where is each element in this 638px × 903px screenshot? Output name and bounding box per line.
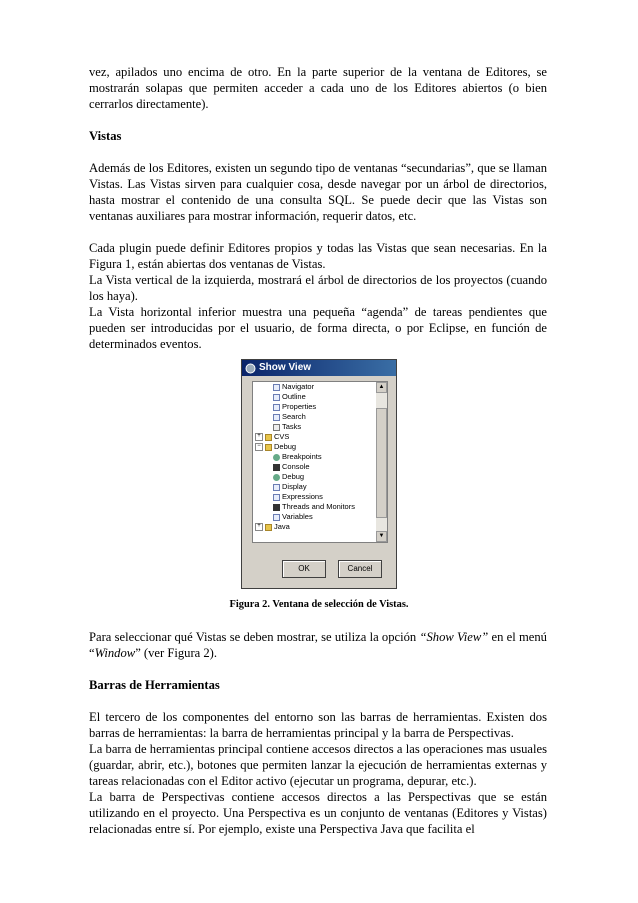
- text-middle: en el menú “: [89, 630, 547, 660]
- document-top: [89, 64, 547, 352]
- tree-item-label: Debug: [274, 442, 297, 451]
- tree-item[interactable]: [253, 442, 377, 452]
- tree-item[interactable]: [253, 502, 377, 512]
- tree-item[interactable]: [253, 522, 377, 532]
- navigator-icon: [273, 384, 280, 391]
- debug-icon: [273, 474, 280, 481]
- tree-item-label: Variables: [282, 512, 313, 521]
- properties-icon: [273, 404, 280, 411]
- show-view-option: “Show View”: [419, 630, 489, 644]
- view-tree[interactable]: [252, 381, 388, 543]
- tree-item-label: CVS: [274, 432, 290, 441]
- paragraph-vistas-2b: La Vista vertical de la izquierda, mostrará el árbol de directorios de los proyectos (cuando los haya).: [89, 273, 547, 303]
- dialog-title: Show View: [259, 362, 312, 373]
- tree-item[interactable]: [253, 432, 377, 442]
- tree-item[interactable]: [253, 392, 377, 402]
- eclipse-window-icon: [245, 363, 256, 374]
- dialog-titlebar: [242, 360, 396, 376]
- text-after: ” (ver Figura 2).: [135, 646, 218, 660]
- expressions-icon: [273, 494, 280, 501]
- tree-item[interactable]: [253, 382, 377, 392]
- expand-toggle-icon[interactable]: −: [255, 443, 263, 451]
- tree-item[interactable]: [253, 462, 377, 472]
- tree-item-label: Java: [274, 522, 290, 531]
- tree-item[interactable]: [253, 482, 377, 492]
- scroll-down-icon[interactable]: ▼: [376, 531, 387, 542]
- scroll-thumb[interactable]: [376, 408, 387, 518]
- paragraph-show-view: [89, 629, 547, 661]
- folder-icon: [265, 444, 272, 451]
- folder-icon: [265, 434, 272, 441]
- tree-item-label: Debug: [282, 472, 305, 481]
- figure-caption: Figura 2. Ventana de selección de Vistas.: [229, 599, 409, 610]
- tasks-icon: [273, 424, 280, 431]
- paragraph-barras-1a: El tercero de los componentes del entorno son las barras de herramientas. Existen dos barras de herramientas: la barra de herramientas principal y la barra de Perspectivas.: [89, 710, 547, 740]
- variables-icon: [273, 514, 280, 521]
- breakpoints-icon: [273, 454, 280, 461]
- tree-item-label: Search: [282, 412, 306, 421]
- tree-item-label: Display: [282, 482, 307, 491]
- heading-vistas: Vistas: [89, 129, 122, 143]
- show-view-dialog: [241, 359, 397, 589]
- tree-item[interactable]: [253, 492, 377, 502]
- tree-scrollbar[interactable]: [376, 382, 387, 542]
- paragraph-vistas-2a: Cada plugin puede definir Editores propios y todas las Vistas que sean necesarias. En la Figura 1, están abiertas dos ventanas de Vistas.: [89, 241, 547, 271]
- tree-item-label: Threads and Monitors: [282, 502, 355, 511]
- tree-item[interactable]: [253, 402, 377, 412]
- tree-item-label: Navigator: [282, 382, 315, 391]
- expand-toggle-icon[interactable]: +: [255, 523, 263, 531]
- tree-item[interactable]: [253, 472, 377, 482]
- tree-item[interactable]: [253, 422, 377, 432]
- console-icon: [273, 464, 280, 471]
- folder-icon: [265, 524, 272, 531]
- threads-icon: [273, 504, 280, 511]
- search-icon: [273, 414, 280, 421]
- document-bottom: [89, 629, 547, 837]
- paragraph-vistas-1: Además de los Editores, existen un segundo tipo de ventanas “secundarias”, que se llaman Vistas. Las Vistas sirven para cualquier cosa, desde navegar por un árbol de directorios, hasta mostrar el contenido de una consulta SQL. Se puede decir que las Vistas son ventanas auxiliares para mostrar información, requerir datos, etc.: [89, 161, 547, 223]
- text-before: Para seleccionar qué Vistas se deben mostrar, se utiliza la opción: [89, 630, 420, 644]
- expand-toggle-icon[interactable]: +: [255, 433, 263, 441]
- display-icon: [273, 484, 280, 491]
- tree-item[interactable]: [253, 412, 377, 422]
- window-menu-name: Window: [94, 646, 136, 660]
- outline-icon: [273, 394, 280, 401]
- dialog-buttons: [282, 560, 382, 578]
- tree-item-label: Outline: [282, 392, 306, 401]
- heading-barras: Barras de Herramientas: [89, 678, 220, 692]
- cancel-button[interactable]: Cancel: [338, 560, 382, 578]
- paragraph-barras-1c: La barra de Perspectivas contiene accesos directos a las Perspectivas que se están utilizando en el proyecto. Una Perspectiva es un conjunto de ventanas (Editores y Vistas) relacionadas entre sí. Por ejemplo, existe una Perspectiva Java que facilita el: [89, 790, 547, 836]
- scroll-up-icon[interactable]: ▲: [376, 382, 387, 393]
- tree-item-label: Expressions: [282, 492, 323, 501]
- tree-item[interactable]: [253, 512, 377, 522]
- tree-item-label: Tasks: [282, 422, 302, 431]
- tree-item-label: Properties: [282, 402, 317, 411]
- paragraph-barras-1b: La barra de herramientas principal contiene accesos directos a las operaciones mas usuales (guardar, abrir, etc.), botones que permiten lanzar la ejecución de herramientas externas y tareas relacionadas con el Editor activo (ejecutar un programa, depurar, etc.).: [89, 742, 547, 788]
- ok-button[interactable]: OK: [282, 560, 326, 578]
- paragraph-vistas-2c: La Vista horizontal inferior muestra una pequeña “agenda” de tareas pendientes que pueden ser introducidas por el usuario, de forma directa, o por Eclipse, en función de determinados eventos.: [89, 305, 547, 351]
- tree-rows: [253, 382, 377, 532]
- tree-item[interactable]: [253, 452, 377, 462]
- tree-item-label: Breakpoints: [282, 452, 322, 461]
- paragraph-intro: vez, apilados uno encima de otro. En la parte superior de la ventana de Editores, se mostrarán solapas que permiten acceder a cada uno de los Editores abiertos (o bien cerrarlos directamente).: [89, 65, 547, 111]
- tree-item-label: Console: [282, 462, 310, 471]
